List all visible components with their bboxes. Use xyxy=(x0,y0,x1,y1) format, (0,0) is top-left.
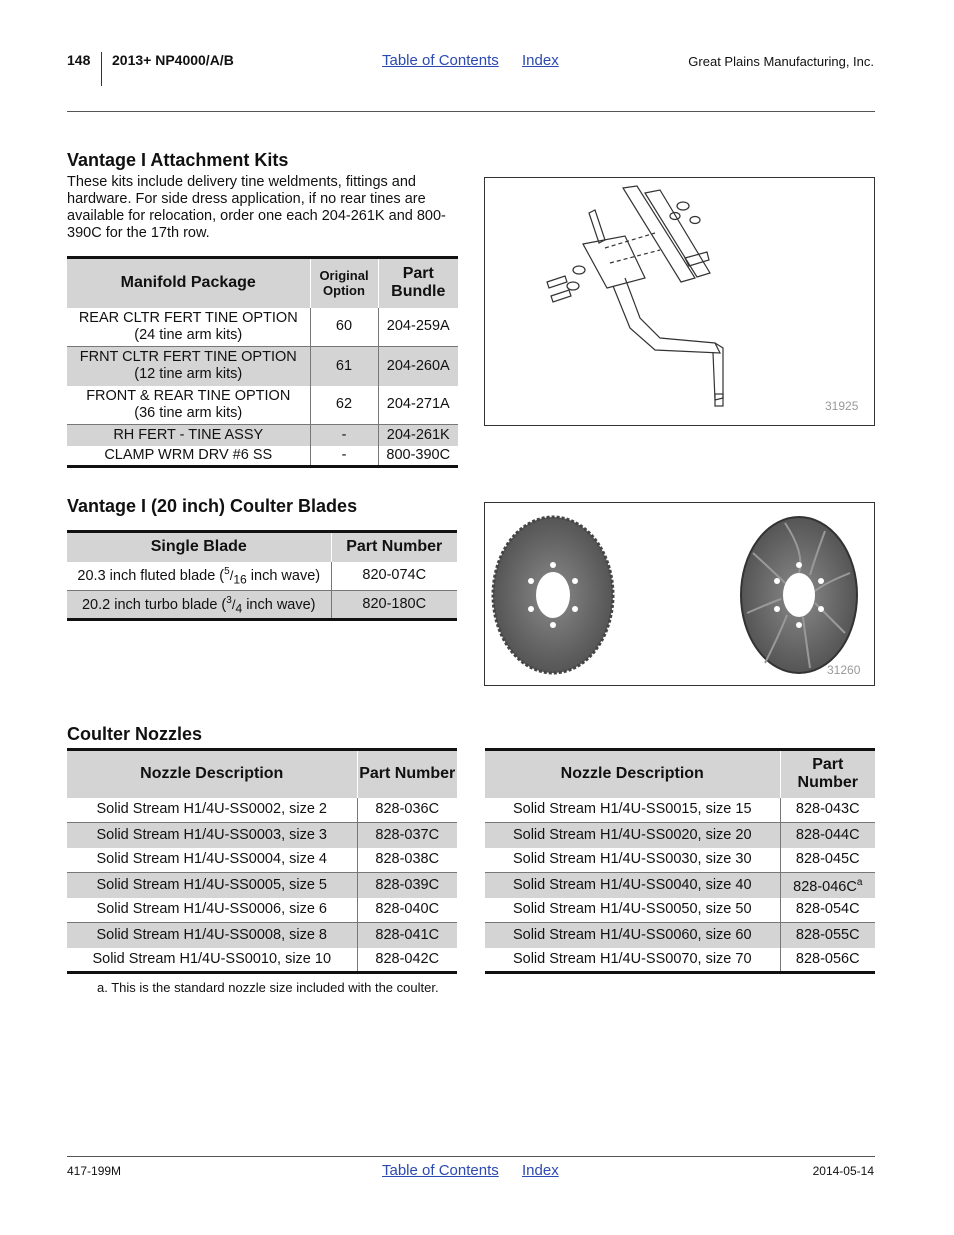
header-divider xyxy=(101,52,102,86)
nozzle-desc-cell: Solid Stream H1/4U-SS0002, size 2 xyxy=(67,798,357,823)
document-number: 417-199M xyxy=(67,1164,122,1178)
header-rule xyxy=(67,111,875,112)
blade-cell: 20.2 inch turbo blade ($^3/_4$ inch wave) xyxy=(67,591,331,620)
table-row xyxy=(67,823,457,848)
nozzle-desc-cell: Solid Stream H1/4U-SS0060, size 60 xyxy=(485,923,780,948)
table-row xyxy=(67,591,457,620)
part-cell: 828-055C xyxy=(780,923,875,948)
coulter-blades-figure xyxy=(484,502,875,686)
table-row xyxy=(485,898,875,923)
table-row xyxy=(67,848,457,873)
column-header: Nozzle Description xyxy=(67,750,357,798)
package-cell: RH FERT - TINE ASSY xyxy=(67,425,310,446)
nozzle-footnote: a. This is the standard nozzle size included with the coulter. xyxy=(97,980,439,995)
coulter-blade-illustration xyxy=(485,503,874,685)
table-row xyxy=(485,948,875,973)
part-cell: 828-043C xyxy=(780,798,875,823)
header-toc-link[interactable]: Table of Contents xyxy=(382,52,499,69)
column-header: Original Option xyxy=(310,258,378,308)
column-header: Nozzle Description xyxy=(485,750,780,798)
nozzle-desc-cell: Solid Stream H1/4U-SS0006, size 6 xyxy=(67,898,357,923)
nozzle-desc-cell: Solid Stream H1/4U-SS0020, size 20 xyxy=(485,823,780,848)
bundle-cell: 204-271A xyxy=(378,386,458,425)
table-row xyxy=(67,873,457,898)
table-row xyxy=(67,446,458,467)
nozzles-table-left xyxy=(67,748,457,974)
nozzle-desc-cell: Solid Stream H1/4U-SS0015, size 15 xyxy=(485,798,780,823)
nozzles-table-right xyxy=(485,748,875,974)
part-cell: 828-042C xyxy=(357,948,457,973)
footer-rule xyxy=(67,1156,875,1157)
bundle-cell: 204-260A xyxy=(378,347,458,386)
table-row xyxy=(67,948,457,973)
part-cell: 820-074C xyxy=(331,562,457,591)
coulter-blades-heading: Vantage I (20 inch) Coulter Blades xyxy=(67,496,358,516)
footnote-marker: a xyxy=(856,877,863,889)
table-row xyxy=(67,898,457,923)
option-cell: - xyxy=(310,446,378,467)
package-cell: CLAMP WRM DRV #6 SS xyxy=(104,446,273,463)
nozzle-desc-cell: Solid Stream H1/4U-SS0010, size 10 xyxy=(92,950,332,967)
table-row xyxy=(485,823,875,848)
option-cell: - xyxy=(310,425,378,446)
part-cell: 828-037C xyxy=(357,823,457,848)
part-cell: 828-045C xyxy=(780,848,875,873)
table-row xyxy=(485,848,875,873)
package-cell: FRONT & REAR TINE OPTION (36 tine arm kits) xyxy=(67,386,310,425)
part-cell: 828-054C xyxy=(780,898,875,923)
nozzles-header-row xyxy=(67,750,457,798)
bundle-cell: 800-390C xyxy=(378,446,458,467)
attachment-kits-heading: Vantage I Attachment Kits xyxy=(67,150,289,170)
table-row xyxy=(485,873,875,898)
footer-toc-link[interactable]: Table of Contents xyxy=(382,1162,499,1179)
part-cell: 828-040C xyxy=(357,898,457,923)
part-cell: 820-180C xyxy=(331,591,457,620)
table-row xyxy=(67,923,457,948)
column-header: Part Number xyxy=(331,532,457,562)
table-row xyxy=(67,425,458,446)
attachment-kits-intro: These kits include delivery tine weldments, fittings and hardware. For side dress application, if no rear tines are available for relocation, order one each 204-261K and 800-390C for the 17th row. xyxy=(67,174,446,241)
coulter-nozzles-heading: Coulter Nozzles xyxy=(67,724,203,744)
bundle-cell: 204-259A xyxy=(378,308,458,347)
part-cell: 828-036C xyxy=(357,798,457,823)
nozzle-desc-cell: Solid Stream H1/4U-SS0030, size 30 xyxy=(485,848,780,873)
document-title: 2013+ NP4000/A/B xyxy=(112,52,234,68)
column-header: Part Bundle xyxy=(378,258,458,308)
nozzle-desc-cell: Solid Stream H1/4U-SS0040, size 40 xyxy=(485,873,780,898)
company-name: Great Plains Manufacturing, Inc. xyxy=(688,54,874,69)
page-number: 148 xyxy=(67,52,91,68)
option-cell: 61 xyxy=(310,347,378,386)
nozzle-desc-cell: Solid Stream H1/4U-SS0005, size 5 xyxy=(67,873,357,898)
table-row xyxy=(67,798,457,823)
column-header: Single Blade xyxy=(67,532,331,562)
option-cell: 60 xyxy=(310,308,378,347)
blade-cell: 20.3 inch fluted blade ($^5/_{16}$ inch wave) xyxy=(67,562,331,591)
part-cell: 828-044C xyxy=(780,823,875,848)
nozzle-desc-cell: Solid Stream H1/4U-SS0003, size 3 xyxy=(67,823,357,848)
part-cell: 828-039C xyxy=(357,873,457,898)
package-cell: REAR CLTR FERT TINE OPTION (24 tine arm kits) xyxy=(67,308,310,347)
table-row xyxy=(67,308,458,347)
attachment-kits-header-row xyxy=(67,258,458,308)
tine-arm-kit-figure xyxy=(484,177,875,426)
part-cell: 828-041C xyxy=(357,923,457,948)
document-date: 2014-05-14 xyxy=(812,1164,874,1178)
nozzles-header-row xyxy=(485,750,875,798)
part-cell: 828-038C xyxy=(357,848,457,873)
tine-arm-kit-illustration xyxy=(485,178,874,425)
part-cell: $828-046C^a$ xyxy=(780,873,875,898)
coulter-blades-table xyxy=(67,530,457,621)
nozzle-desc-cell: Solid Stream H1/4U-SS0070, size 70 xyxy=(512,950,752,967)
nozzle-desc-cell: Solid Stream H1/4U-SS0004, size 4 xyxy=(67,848,357,873)
bundle-cell: 204-261K xyxy=(378,425,458,446)
table-row xyxy=(485,923,875,948)
figure-number: 31925 xyxy=(825,399,859,413)
header-index-link[interactable]: Index xyxy=(522,52,559,69)
table-row xyxy=(67,347,458,386)
package-cell: FRNT CLTR FERT TINE OPTION (12 tine arm kits) xyxy=(67,347,310,386)
column-header: Part Number xyxy=(780,750,875,798)
figure-number: 31260 xyxy=(827,663,861,677)
column-header: Part Number xyxy=(357,750,457,798)
nozzle-desc-cell: Solid Stream H1/4U-SS0050, size 50 xyxy=(485,898,780,923)
option-cell: 62 xyxy=(310,386,378,425)
part-cell: 828-056C xyxy=(780,948,875,973)
attachment-kits-table xyxy=(67,256,458,468)
blades-header-row xyxy=(67,532,457,562)
nozzle-desc-cell: Solid Stream H1/4U-SS0008, size 8 xyxy=(67,923,357,948)
column-header: Manifold Package xyxy=(67,258,310,308)
footer-index-link[interactable]: Index xyxy=(522,1162,559,1179)
table-row xyxy=(67,386,458,425)
table-row xyxy=(485,798,875,823)
table-row xyxy=(67,562,457,591)
